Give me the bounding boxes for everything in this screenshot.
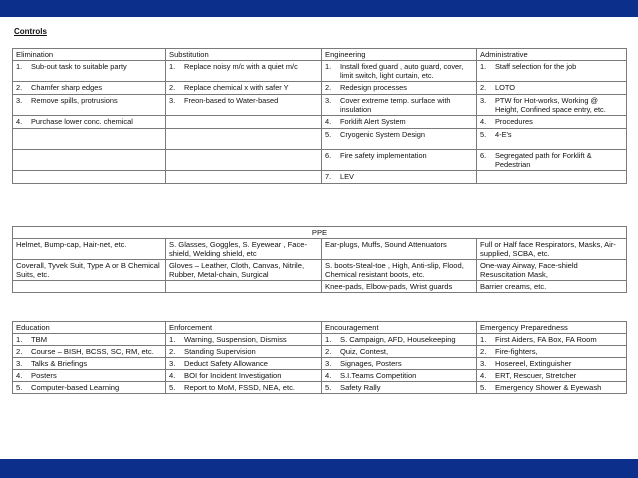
item-text: BOI for Incident Investigation — [184, 371, 282, 380]
column-header: Emergency Preparedness — [477, 322, 627, 334]
item-text: Posters — [31, 371, 57, 380]
table-row — [13, 346, 627, 358]
item-text: Procedures — [495, 117, 533, 126]
item-number: 3. — [325, 96, 332, 105]
table-cell — [477, 95, 627, 116]
item-text: LEV — [340, 172, 354, 181]
table-cell — [322, 116, 477, 129]
item-number: 3. — [169, 359, 176, 368]
item-text: Fire-fighters, — [495, 347, 538, 356]
item-number: 1. — [169, 335, 176, 344]
item-number: 1. — [325, 335, 332, 344]
table-row — [13, 334, 627, 346]
table-cell — [13, 116, 166, 129]
item-text: Staff selection for the job — [495, 62, 577, 71]
column-header: Education — [13, 322, 166, 334]
item-text: TBM — [31, 335, 48, 344]
table-row — [13, 281, 627, 293]
item-number: 6. — [480, 151, 487, 160]
table-cell: S. boots-Steal-toe , High, Anti-slip, Flood, Chemical resistant boots, etc. — [322, 260, 477, 281]
table-cell — [322, 382, 477, 394]
table-cell — [322, 334, 477, 346]
table-cell — [166, 358, 322, 370]
column-header: Encouragement — [322, 322, 477, 334]
item-number: 3. — [16, 359, 23, 368]
table-cell: Knee-pads, Elbow-pads, Wrist guards — [322, 281, 477, 293]
column-header: Enforcement — [166, 322, 322, 334]
bottom-band — [0, 459, 638, 478]
item-number: 5. — [169, 383, 176, 392]
item-text: Redesign processes — [340, 83, 407, 92]
item-number: 4. — [325, 371, 332, 380]
table-cell — [13, 129, 166, 150]
item-text: Computer-based Learning — [31, 383, 120, 392]
item-text: S. Campaign, AFD, Housekeeping — [340, 335, 456, 344]
item-text: 4-E's — [495, 130, 512, 139]
item-text: S.I.Teams Competition — [340, 371, 417, 380]
table-header-row — [13, 322, 627, 334]
table-cell: S. Glasses, Goggles, S. Eyewear , Face-shield, Welding shield, etc — [166, 239, 322, 260]
table-cell — [13, 358, 166, 370]
table-cell — [166, 129, 322, 150]
table-cell — [322, 171, 477, 184]
item-text: Purchase lower conc. chemical — [31, 117, 133, 126]
table-header-row — [13, 49, 627, 61]
table-cell — [322, 82, 477, 95]
item-text: Chamfer sharp edges — [31, 83, 103, 92]
table-cell — [13, 346, 166, 358]
item-number: 5. — [480, 383, 487, 392]
controls-table — [12, 48, 627, 184]
table-cell — [477, 334, 627, 346]
item-number: 4. — [325, 117, 332, 126]
table-cell: One-way Airway, Face-shield Resuscitation Mask, — [477, 260, 627, 281]
item-number: 3. — [169, 96, 176, 105]
item-number: 5. — [325, 130, 332, 139]
item-text: Replace chemical x with safer Y — [184, 83, 289, 92]
table-cell — [477, 61, 627, 82]
table-cell — [166, 382, 322, 394]
item-text: Standing Supervision — [184, 347, 256, 356]
item-number: 1. — [169, 62, 176, 71]
table-cell — [13, 370, 166, 382]
item-text: Cryogenic System Design — [340, 130, 426, 139]
item-number: 5. — [325, 383, 332, 392]
page-title: Controls — [14, 27, 47, 36]
item-number: 1. — [16, 62, 23, 71]
item-number: 1. — [16, 335, 23, 344]
table-cell: Barrier creams, etc. — [477, 281, 627, 293]
table-cell — [477, 346, 627, 358]
table-cell — [322, 95, 477, 116]
item-number: 2. — [169, 347, 176, 356]
ppe-table — [12, 226, 627, 293]
table-cell — [166, 346, 322, 358]
table-cell — [166, 334, 322, 346]
table-row — [13, 116, 627, 129]
item-text: Safety Rally — [340, 383, 381, 392]
four-e-table — [12, 321, 627, 394]
item-text: Install fixed guard , auto guard, cover, limit switch, light curtain, etc. — [340, 62, 464, 80]
table-row — [13, 129, 627, 150]
table-cell — [13, 82, 166, 95]
item-number: 1. — [480, 62, 487, 71]
table-cell — [13, 61, 166, 82]
item-text: Deduct Safety Allowance — [184, 359, 269, 368]
column-header: Substitution — [166, 49, 322, 61]
table-cell — [166, 150, 322, 171]
table-cell — [13, 382, 166, 394]
table-header-row — [13, 227, 627, 239]
table-row — [13, 95, 627, 116]
item-number: 4. — [480, 117, 487, 126]
table-cell — [13, 171, 166, 184]
table-cell — [477, 370, 627, 382]
column-header: Engineering — [322, 49, 477, 61]
item-text: Emergency Shower & Eyewash — [495, 383, 602, 392]
column-header: Elimination — [13, 49, 166, 61]
item-text: Signages, Posters — [340, 359, 402, 368]
item-text: Talks & Briefings — [31, 359, 88, 368]
item-text: Replace noisy m/c with a quiet m/c — [184, 62, 298, 71]
table-cell — [322, 61, 477, 82]
table-cell — [477, 150, 627, 171]
item-number: 3. — [16, 96, 23, 105]
item-number: 5. — [480, 130, 487, 139]
table-cell — [477, 382, 627, 394]
item-number: 3. — [480, 96, 487, 105]
item-number: 3. — [325, 359, 332, 368]
table-row — [13, 260, 627, 281]
table-cell — [322, 358, 477, 370]
table-cell — [166, 171, 322, 184]
item-text: Forklift Alert System — [340, 117, 406, 126]
item-text: Report to MoM, FSSD, NEA, etc. — [184, 383, 295, 392]
section-header: PPE — [13, 227, 627, 239]
item-text: Quiz, Contest, — [340, 347, 389, 356]
table-row — [13, 370, 627, 382]
table-cell — [322, 370, 477, 382]
item-number: 5. — [16, 383, 23, 392]
item-number: 2. — [169, 83, 176, 92]
table-cell — [477, 129, 627, 150]
item-number: 2. — [325, 83, 332, 92]
table-cell — [166, 370, 322, 382]
table-cell — [477, 171, 627, 184]
item-text: Fire safety implementation — [340, 151, 427, 160]
item-number: 2. — [480, 83, 487, 92]
item-number: 2. — [480, 347, 487, 356]
table-cell — [166, 116, 322, 129]
item-number: 2. — [16, 347, 23, 356]
table-cell: Full or Half face Respirators, Masks, Air-supplied, SCBA, etc. — [477, 239, 627, 260]
item-number: 7. — [325, 172, 332, 181]
table-cell: Coverall, Tyvek Suit, Type A or B Chemical Suits, etc. — [13, 260, 166, 281]
table-cell — [166, 281, 322, 293]
table-row — [13, 82, 627, 95]
table-cell — [166, 61, 322, 82]
item-number: 4. — [480, 371, 487, 380]
item-text: ERT, Rescuer, Stretcher — [495, 371, 577, 380]
table-cell — [13, 150, 166, 171]
item-text: PTW for Hot-works, Working @ Height, Confined space entry, etc. — [495, 96, 606, 114]
item-text: First Aiders, FA Box, FA Room — [495, 335, 597, 344]
table-row — [13, 171, 627, 184]
item-text: Remove spills, protrusions — [31, 96, 118, 105]
top-band — [0, 0, 638, 17]
item-text: Course – BISH, BCSS, SC, RM, etc. — [31, 347, 154, 356]
table-cell — [322, 346, 477, 358]
item-number: 4. — [16, 117, 23, 126]
table-cell — [166, 95, 322, 116]
table-row — [13, 239, 627, 260]
item-text: Sub-out task to suitable party — [31, 62, 127, 71]
item-number: 3. — [480, 359, 487, 368]
table-cell — [477, 116, 627, 129]
item-text: Cover extreme temp. surface with insulation — [340, 96, 451, 114]
table-row — [13, 358, 627, 370]
column-header: Administrative — [477, 49, 627, 61]
table-cell — [477, 358, 627, 370]
item-number: 4. — [169, 371, 176, 380]
item-text: Freon-based to Water-based — [184, 96, 279, 105]
item-text: Warning, Suspension, Dismiss — [184, 335, 287, 344]
item-number: 2. — [16, 83, 23, 92]
item-number: 4. — [16, 371, 23, 380]
table-row — [13, 150, 627, 171]
item-number: 1. — [480, 335, 487, 344]
table-cell: Gloves – Leather, Cloth, Canvas, Nitrile, Rubber, Metal-chain, Surgical — [166, 260, 322, 281]
table-cell — [322, 129, 477, 150]
table-cell: Helmet, Bump-cap, Hair-net, etc. — [13, 239, 166, 260]
table-cell — [477, 82, 627, 95]
table-row — [13, 61, 627, 82]
item-text: LOTO — [495, 83, 515, 92]
item-number: 2. — [325, 347, 332, 356]
table-cell — [166, 82, 322, 95]
item-number: 6. — [325, 151, 332, 160]
table-cell — [13, 334, 166, 346]
table-row — [13, 382, 627, 394]
table-cell — [13, 281, 166, 293]
item-number: 1. — [325, 62, 332, 71]
table-cell — [322, 150, 477, 171]
item-text: Hosereel, Extinguisher — [495, 359, 572, 368]
item-text: Segregated path for Forklift & Pedestrian — [495, 151, 592, 169]
table-cell — [13, 95, 166, 116]
table-cell: Ear-plugs, Muffs, Sound Attenuators — [322, 239, 477, 260]
